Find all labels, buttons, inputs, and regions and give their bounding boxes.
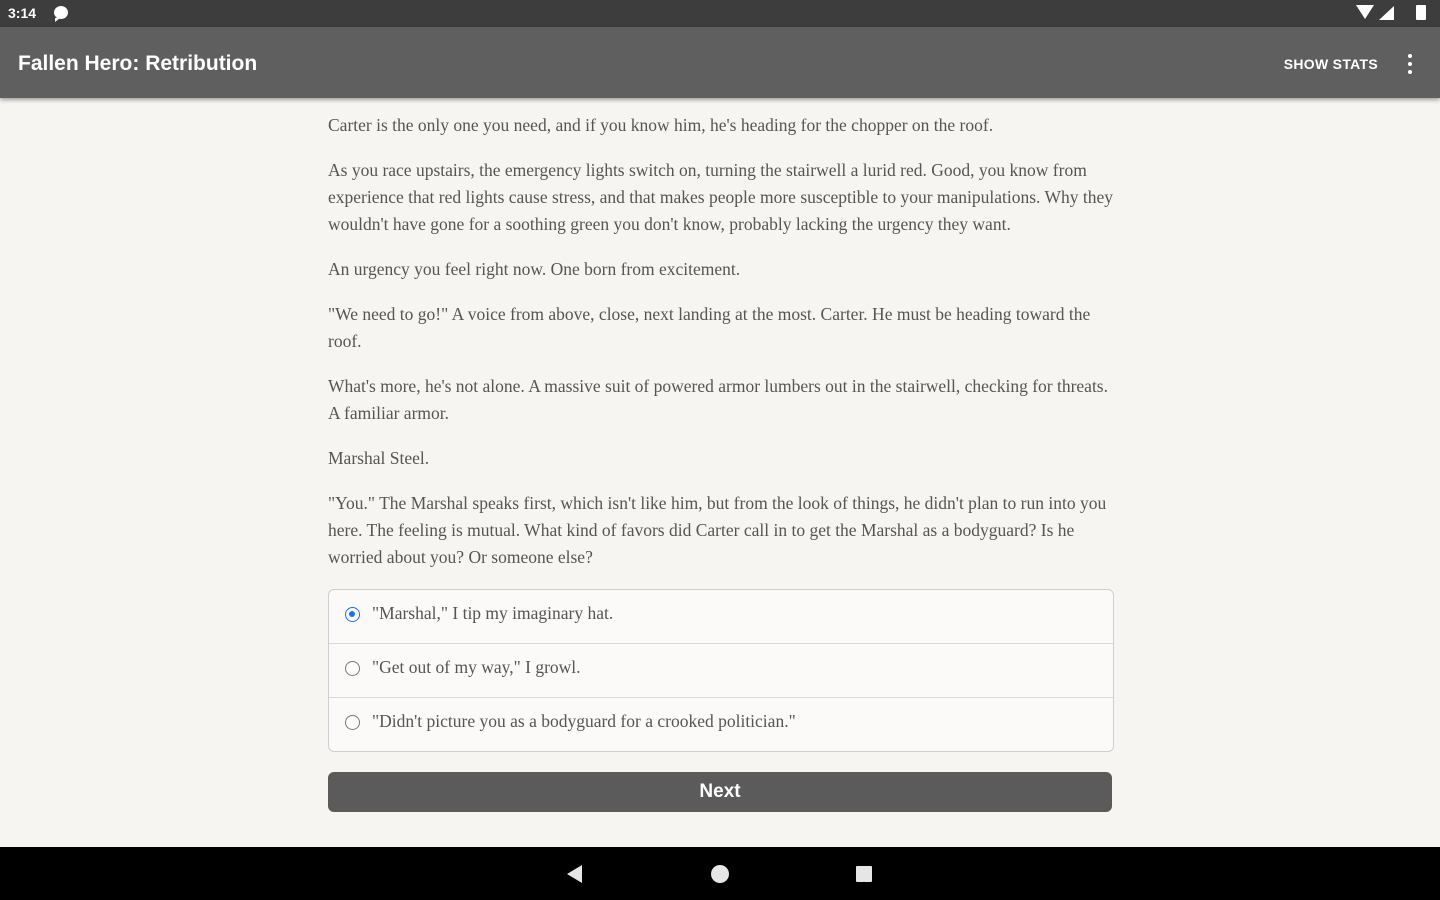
more-options-icon[interactable] xyxy=(1406,54,1414,74)
radio-unselected-icon[interactable] xyxy=(345,715,360,730)
story-paragraph: As you race upstairs, the emergency lights switch on, turning the stairwell a lurid red. Good, you know from experience that red lights cause stress, and that makes people more susceptible to your manipulations. Why they wouldn't have gone for a soothing green you don't know, probably lacking the urgency they want. xyxy=(328,160,1114,234)
status-time: 3:14 xyxy=(8,5,37,21)
choice-option-2[interactable] xyxy=(329,643,1113,697)
navigation-bar xyxy=(0,847,1440,900)
battery-icon xyxy=(1416,5,1426,20)
story-paragraph: An urgency you feel right now. One born from excitement. xyxy=(328,259,741,279)
story-paragraph: Marshal Steel. xyxy=(328,448,430,468)
radio-unselected-icon[interactable] xyxy=(345,661,360,676)
message-notification-icon xyxy=(54,6,68,19)
choice-label: "Didn't picture you as a bodyguard for a crooked politician." xyxy=(372,711,796,731)
choice-option-3[interactable] xyxy=(329,697,1113,751)
app-bar xyxy=(0,27,1440,98)
choice-label: "Marshal," I tip my imaginary hat. xyxy=(372,603,614,623)
radio-selected-icon[interactable] xyxy=(345,607,360,622)
story-paragraph: What's more, he's not alone. A massive suit of powered armor lumbers out in the stairwell, checking for threats. A familiar armor. xyxy=(328,376,1108,423)
show-stats-button[interactable]: SHOW STATS xyxy=(1283,56,1378,72)
app-title: Fallen Hero: Retribution xyxy=(18,52,258,75)
cell-signal-icon xyxy=(1379,6,1394,20)
story-text xyxy=(328,98,1118,571)
choice-label: "Get out of my way," I growl. xyxy=(372,657,581,677)
choice-list xyxy=(328,589,1114,752)
story-content[interactable] xyxy=(328,98,1118,847)
next-button[interactable]: Next xyxy=(328,772,1112,812)
home-icon[interactable] xyxy=(711,865,729,883)
story-paragraph: "We need to go!" A voice from above, close, next landing at the most. Carter. He must be heading toward the roof. xyxy=(328,304,1091,351)
recents-icon[interactable] xyxy=(856,866,872,882)
choice-option-1[interactable] xyxy=(329,590,1113,643)
story-paragraph: Carter is the only one you need, and if you know him, he's heading for the chopper on the roof. xyxy=(328,115,994,135)
wifi-icon xyxy=(1356,5,1374,19)
back-icon[interactable] xyxy=(567,865,582,883)
story-paragraph: "You." The Marshal speaks first, which isn't like him, but from the look of things, he didn't plan to run into you here. The feeling is mutual. What kind of favors did Carter call in to get the Marshal as a bodyguard? Is he worried about you? Or someone else? xyxy=(328,493,1107,567)
status-bar xyxy=(0,0,1440,27)
